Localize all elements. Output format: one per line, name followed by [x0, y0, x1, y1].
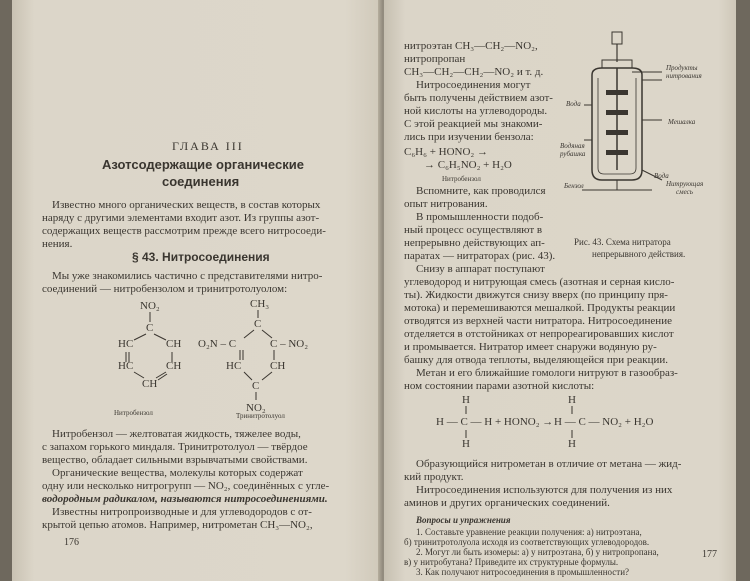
benzene-ring-bonds: [112, 310, 192, 385]
intro-line: наряду с другими элементами входит азот. Из группы азот-: [42, 212, 320, 224]
fig-label-water-top: Вода: [566, 100, 581, 108]
intro-line: содержащих веществ рассмотрим прежде всего нитросоеди-: [42, 225, 326, 237]
fig-label-water-jacket: рубашка: [560, 150, 586, 158]
top-line: лись при изучении бензола:: [404, 131, 534, 143]
question-line: 2. Могут ли быть изомеры: а) у нитроэтана, б) у нитропропана,: [416, 547, 659, 557]
body-line: углеводород и нитрующая смесь (азотная и серная кисло-: [404, 276, 675, 288]
left-page: [12, 0, 382, 581]
nitro-left-label: O₂N – C: [198, 338, 237, 350]
chapter-label: ГЛАВА III: [172, 139, 244, 153]
hc-label: HC: [118, 338, 134, 350]
chapter-title-line-2: соединения: [162, 174, 240, 189]
fig-label-nitration: нитрования: [666, 72, 702, 80]
mid-line: ный процесс осуществляют в: [404, 224, 543, 236]
right-page: [384, 0, 736, 581]
top-line: нитропропан: [404, 53, 466, 65]
hc-label: HC: [118, 360, 134, 372]
para-line: крытой цепью атомов. Например, нитрометан CH₃—NO₂,: [42, 519, 313, 531]
carbon-label: C: [146, 322, 154, 334]
mid-line: опыт нитрования.: [404, 198, 488, 210]
para-line: соединений — нитробензолом и тринитротолуолом:: [42, 283, 288, 295]
para-line: Известны нитропроизводные и для углеводородов с от-: [52, 506, 312, 518]
figure-caption: непрерывного действия.: [592, 249, 686, 259]
tnt-ring-bonds: [222, 308, 302, 403]
para-line: Мы уже знакомились частично с представителями нитро-: [52, 270, 323, 282]
body-line: отделяется в отстойниках от непрореагировавших кислот: [404, 328, 674, 340]
para-line: Органические вещества, молекулы которых содержат: [52, 467, 303, 479]
after-line: Образующийся нитрометан в отличие от метана — жид-: [416, 458, 682, 470]
reaction-line: → C₆H₅NO₂ + H₂O: [424, 159, 512, 171]
after-line: Нитросоединения используются для получения из них: [416, 484, 673, 496]
questions-title: Вопросы и упражнения: [416, 515, 511, 525]
after-line: аминов и других органических соединений.: [404, 497, 610, 509]
fig-label-water-bottom: Вода: [654, 172, 669, 180]
book-edge-right: [736, 0, 750, 581]
body-line: Метан и его ближайшие гомологи нитруют в газообраз-: [416, 367, 678, 379]
carbon-label: C: [252, 380, 260, 392]
para-line-definition: водородным радикалом, называются нитросоединениями.: [42, 493, 328, 505]
ch-label: CH: [142, 378, 158, 390]
book-edge-left: [0, 0, 12, 581]
top-line: С этой реакцией мы знакоми-: [404, 118, 543, 130]
intro-line: нения.: [42, 238, 73, 250]
body-line: башку для отвода теплоты, выделяющейся при реакции.: [404, 354, 669, 366]
mid-line: паратах — нитраторах (рис. 43).: [404, 250, 556, 262]
body-line: мотока) и перемешиваются мешалкой. Продукты реакции: [404, 302, 676, 314]
top-line: ной кислоты на углеводороды.: [404, 105, 548, 117]
mid-line: непрерывно действующих ап-: [404, 237, 545, 249]
mid-line: Снизу в аппарат поступают: [416, 263, 545, 275]
nitrobenzene-caption: Нитробензол: [114, 409, 153, 417]
hydrogen-label: H: [462, 394, 470, 406]
fig-label-water-jacket: Водяная: [560, 142, 585, 150]
intro-line: Известно много органических веществ, в состав которых: [52, 199, 321, 211]
hydrogen-label: H: [462, 438, 470, 450]
para-line: одну или несколько нитрогрупп — NO₂, соединённых с угле-: [42, 480, 330, 492]
carbon-label: C: [254, 318, 262, 330]
para-line: с запахом горького миндаля. Тринитротолуол — твёрдое: [42, 441, 308, 453]
ch-label: CH: [166, 360, 182, 372]
question-line: 3. Как получают нитросоединения в промышленности?: [416, 567, 630, 577]
mid-line: В промышленности подоб-: [416, 211, 544, 223]
reaction-right-side: H — C — NO₂ + H₂O: [554, 416, 654, 428]
question-line: б) тринитротолуола исходя из соответствующих углеводородов.: [404, 537, 650, 547]
nitro-group-label: NO₂: [140, 300, 160, 312]
para-line: Нитробензол — желтоватая жидкость, тяжелее воды,: [52, 428, 301, 440]
body-line: и промывается. Нитратор имеет снаружи водяную ру-: [404, 341, 657, 353]
ch-label: CH: [166, 338, 182, 350]
para-line: вещество, обладает сильными взрывчатыми свойствами.: [42, 454, 308, 466]
tnt-caption: Тринитротолуол: [236, 412, 285, 420]
fig-label-nitrating-mix: смесь: [676, 188, 693, 196]
fig-label-stirrer: Мешалка: [668, 118, 696, 126]
top-line: быть получены действием азот-: [404, 92, 553, 104]
hydrogen-label: H: [568, 438, 576, 450]
top-line: CH₃—CH₂—CH₂—NO₂ и т. д.: [404, 66, 544, 78]
question-line: в) у нитробутана? Приведите их структурные формулы.: [404, 557, 619, 567]
reaction-left-side: H — C — H + HONO₂ →: [436, 416, 554, 428]
hc-label: HC: [226, 360, 242, 372]
page-number-right: 177: [702, 549, 717, 560]
chapter-title-line-1: Азотсодержащие органические: [102, 157, 304, 172]
fig-label-products: Продукты: [666, 64, 698, 72]
top-line: Нитросоединения могут: [416, 79, 531, 91]
question-line: 1. Составьте уравнение реакции получения: а) нитроэтана,: [416, 527, 642, 537]
body-line: отводятся из верхней части нитратора. Нитросоединение: [404, 315, 672, 327]
nitro-right-label: C – NO₂: [270, 338, 309, 350]
top-line: нитроэтан CH₃—CH₂—NO₂,: [404, 40, 538, 52]
fig-label-nitrating-mix: Нитрующая: [666, 180, 704, 188]
after-line: кий продукт.: [404, 471, 464, 483]
fig-label-benzene: Бензол: [564, 182, 584, 190]
section-heading: § 43. Нитросоединения: [132, 250, 270, 264]
body-line: ты). Жидкости движутся снизу вверх (по принципу пря-: [404, 289, 668, 301]
figure-caption: Рис. 43. Схема нитратора: [574, 237, 671, 247]
hydrogen-label: H: [568, 394, 576, 406]
mid-line: Вспомните, как проводился: [416, 185, 546, 197]
reaction-line: C₆H₆ + HONO₂ →: [404, 146, 489, 158]
methyl-label: CH₃: [250, 298, 270, 310]
nitro-bottom-label: NO₂: [246, 402, 266, 414]
reaction-caption: Нитробензол: [442, 175, 481, 183]
ch-label: CH: [270, 360, 286, 372]
body-line: ном состоянии парами азотной кислоты:: [404, 380, 595, 392]
page-number-left: 176: [64, 537, 79, 548]
